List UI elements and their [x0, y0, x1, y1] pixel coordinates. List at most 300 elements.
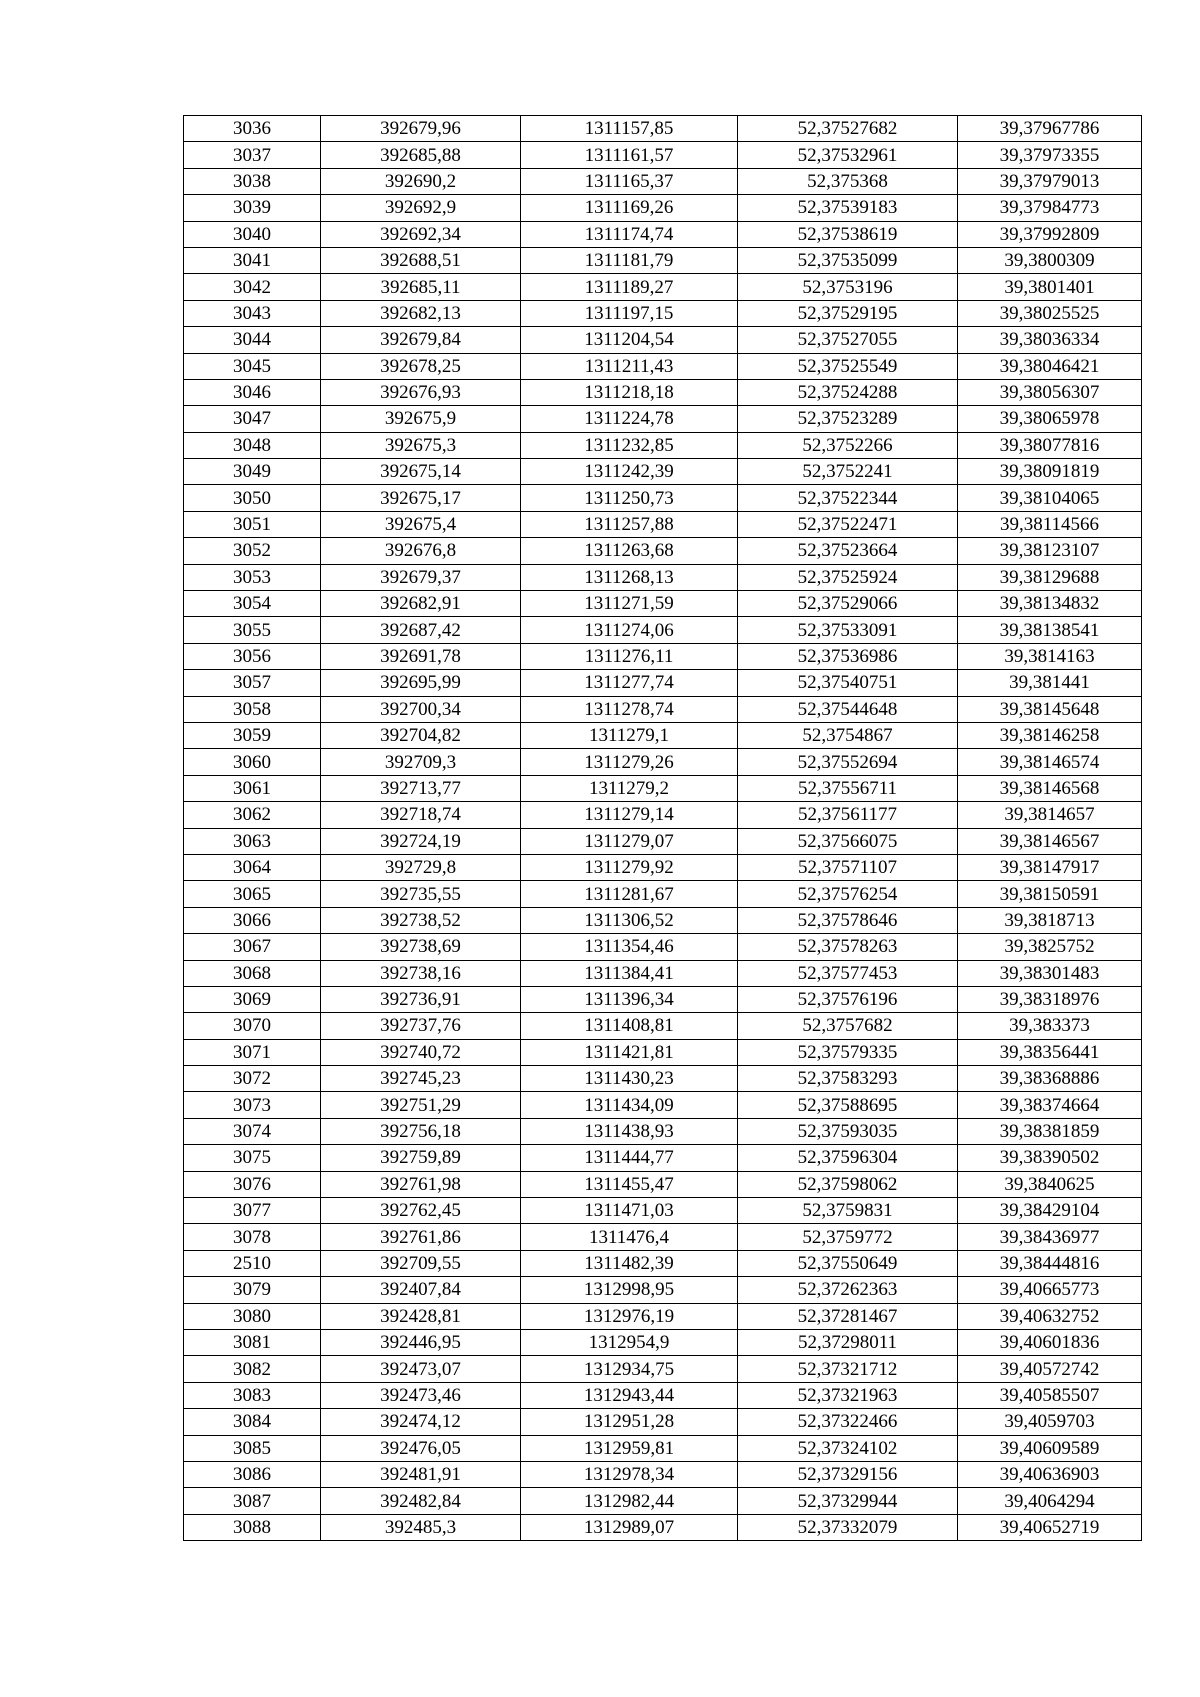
table-row [184, 195, 1142, 221]
table-row [184, 1514, 1142, 1540]
latitude-cell: 52,37533091 [738, 617, 958, 643]
x-coordinate-cell: 392738,52 [321, 907, 521, 933]
table-row [184, 247, 1142, 273]
point-number-cell: 3062 [184, 802, 321, 828]
x-coordinate-cell: 392745,23 [321, 1066, 521, 1092]
longitude-cell: 39,40632752 [958, 1303, 1142, 1329]
point-number-cell: 3048 [184, 432, 321, 458]
point-number-cell: 3065 [184, 881, 321, 907]
longitude-cell: 39,38429104 [958, 1198, 1142, 1224]
latitude-cell: 52,37539183 [738, 195, 958, 221]
coordinates-table [183, 115, 1142, 1541]
x-coordinate-cell: 392737,76 [321, 1013, 521, 1039]
longitude-cell: 39,3814657 [958, 802, 1142, 828]
x-coordinate-cell: 392762,45 [321, 1198, 521, 1224]
longitude-cell: 39,38091819 [958, 459, 1142, 485]
latitude-cell: 52,3759831 [738, 1198, 958, 1224]
latitude-cell: 52,37262363 [738, 1277, 958, 1303]
latitude-cell: 52,37536986 [738, 643, 958, 669]
latitude-cell: 52,3752241 [738, 459, 958, 485]
x-coordinate-cell: 392709,55 [321, 1250, 521, 1276]
latitude-cell: 52,3757682 [738, 1013, 958, 1039]
table-row [184, 116, 1142, 142]
x-coordinate-cell: 392761,86 [321, 1224, 521, 1250]
point-number-cell: 3054 [184, 591, 321, 617]
table-row [184, 1145, 1142, 1171]
longitude-cell: 39,37984773 [958, 195, 1142, 221]
x-coordinate-cell: 392713,77 [321, 775, 521, 801]
table-row [184, 1435, 1142, 1461]
latitude-cell: 52,37578263 [738, 934, 958, 960]
longitude-cell: 39,383373 [958, 1013, 1142, 1039]
x-coordinate-cell: 392485,3 [321, 1514, 521, 1540]
x-coordinate-cell: 392692,34 [321, 221, 521, 247]
y-coordinate-cell: 1312978,34 [521, 1461, 738, 1487]
y-coordinate-cell: 1311218,18 [521, 379, 738, 405]
table-row [184, 538, 1142, 564]
point-number-cell: 3077 [184, 1198, 321, 1224]
point-number-cell: 3038 [184, 168, 321, 194]
y-coordinate-cell: 1312989,07 [521, 1514, 738, 1540]
x-coordinate-cell: 392685,88 [321, 142, 521, 168]
latitude-cell: 52,37529195 [738, 300, 958, 326]
x-coordinate-cell: 392700,34 [321, 696, 521, 722]
table-row [184, 1461, 1142, 1487]
longitude-cell: 39,38046421 [958, 353, 1142, 379]
latitude-cell: 52,37321712 [738, 1356, 958, 1382]
longitude-cell: 39,40585507 [958, 1382, 1142, 1408]
y-coordinate-cell: 1311384,41 [521, 960, 738, 986]
table-row [184, 722, 1142, 748]
point-number-cell: 2510 [184, 1250, 321, 1276]
longitude-cell: 39,38138541 [958, 617, 1142, 643]
point-number-cell: 3041 [184, 247, 321, 273]
y-coordinate-cell: 1312934,75 [521, 1356, 738, 1382]
y-coordinate-cell: 1311354,46 [521, 934, 738, 960]
x-coordinate-cell: 392407,84 [321, 1277, 521, 1303]
table-row [184, 1066, 1142, 1092]
x-coordinate-cell: 392428,81 [321, 1303, 521, 1329]
point-number-cell: 3047 [184, 406, 321, 432]
point-number-cell: 3037 [184, 142, 321, 168]
table-row [184, 511, 1142, 537]
latitude-cell: 52,37561177 [738, 802, 958, 828]
x-coordinate-cell: 392740,72 [321, 1039, 521, 1065]
point-number-cell: 3086 [184, 1461, 321, 1487]
longitude-cell: 39,40652719 [958, 1514, 1142, 1540]
table-row [184, 221, 1142, 247]
x-coordinate-cell: 392476,05 [321, 1435, 521, 1461]
point-number-cell: 3078 [184, 1224, 321, 1250]
longitude-cell: 39,38025525 [958, 300, 1142, 326]
point-number-cell: 3057 [184, 670, 321, 696]
x-coordinate-cell: 392481,91 [321, 1461, 521, 1487]
longitude-cell: 39,38301483 [958, 960, 1142, 986]
table-row [184, 775, 1142, 801]
longitude-cell: 39,38146574 [958, 749, 1142, 775]
longitude-cell: 39,3840625 [958, 1171, 1142, 1197]
latitude-cell: 52,37576196 [738, 986, 958, 1012]
point-number-cell: 3084 [184, 1409, 321, 1435]
latitude-cell: 52,37298011 [738, 1329, 958, 1355]
latitude-cell: 52,37321963 [738, 1382, 958, 1408]
y-coordinate-cell: 1312943,44 [521, 1382, 738, 1408]
table-row [184, 459, 1142, 485]
x-coordinate-cell: 392695,99 [321, 670, 521, 696]
point-number-cell: 3046 [184, 379, 321, 405]
longitude-cell: 39,38036334 [958, 327, 1142, 353]
x-coordinate-cell: 392675,3 [321, 432, 521, 458]
latitude-cell: 52,37556711 [738, 775, 958, 801]
longitude-cell: 39,3818713 [958, 907, 1142, 933]
table-row [184, 142, 1142, 168]
point-number-cell: 3071 [184, 1039, 321, 1065]
longitude-cell: 39,37973355 [958, 142, 1142, 168]
latitude-cell: 52,37522344 [738, 485, 958, 511]
longitude-cell: 39,37979013 [958, 168, 1142, 194]
longitude-cell: 39,40572742 [958, 1356, 1142, 1382]
point-number-cell: 3087 [184, 1488, 321, 1514]
longitude-cell: 39,40601836 [958, 1329, 1142, 1355]
y-coordinate-cell: 1311161,57 [521, 142, 738, 168]
longitude-cell: 39,38368886 [958, 1066, 1142, 1092]
y-coordinate-cell: 1311250,73 [521, 485, 738, 511]
point-number-cell: 3070 [184, 1013, 321, 1039]
x-coordinate-cell: 392690,2 [321, 168, 521, 194]
y-coordinate-cell: 1311197,15 [521, 300, 738, 326]
table-row [184, 591, 1142, 617]
point-number-cell: 3088 [184, 1514, 321, 1540]
table-row [184, 1171, 1142, 1197]
table-row [184, 934, 1142, 960]
y-coordinate-cell: 1311396,34 [521, 986, 738, 1012]
y-coordinate-cell: 1312982,44 [521, 1488, 738, 1514]
y-coordinate-cell: 1311189,27 [521, 274, 738, 300]
point-number-cell: 3055 [184, 617, 321, 643]
longitude-cell: 39,37967786 [958, 116, 1142, 142]
point-number-cell: 3067 [184, 934, 321, 960]
longitude-cell: 39,40665773 [958, 1277, 1142, 1303]
table-row [184, 1198, 1142, 1224]
longitude-cell: 39,38114566 [958, 511, 1142, 537]
table-row [184, 1039, 1142, 1065]
y-coordinate-cell: 1312959,81 [521, 1435, 738, 1461]
point-number-cell: 3074 [184, 1118, 321, 1144]
latitude-cell: 52,375368 [738, 168, 958, 194]
table-row [184, 617, 1142, 643]
y-coordinate-cell: 1311211,43 [521, 353, 738, 379]
table-row [184, 854, 1142, 880]
point-number-cell: 3082 [184, 1356, 321, 1382]
latitude-cell: 52,37322466 [738, 1409, 958, 1435]
table-row [184, 828, 1142, 854]
y-coordinate-cell: 1311279,07 [521, 828, 738, 854]
point-number-cell: 3040 [184, 221, 321, 247]
point-number-cell: 3079 [184, 1277, 321, 1303]
y-coordinate-cell: 1311278,74 [521, 696, 738, 722]
table-row [184, 1329, 1142, 1355]
point-number-cell: 3049 [184, 459, 321, 485]
point-number-cell: 3083 [184, 1382, 321, 1408]
y-coordinate-cell: 1311408,81 [521, 1013, 738, 1039]
y-coordinate-cell: 1312976,19 [521, 1303, 738, 1329]
point-number-cell: 3080 [184, 1303, 321, 1329]
latitude-cell: 52,37535099 [738, 247, 958, 273]
y-coordinate-cell: 1312951,28 [521, 1409, 738, 1435]
y-coordinate-cell: 1311242,39 [521, 459, 738, 485]
point-number-cell: 3050 [184, 485, 321, 511]
latitude-cell: 52,37544648 [738, 696, 958, 722]
table-row [184, 1092, 1142, 1118]
latitude-cell: 52,37522471 [738, 511, 958, 537]
latitude-cell: 52,37583293 [738, 1066, 958, 1092]
x-coordinate-cell: 392682,91 [321, 591, 521, 617]
latitude-cell: 52,37329944 [738, 1488, 958, 1514]
longitude-cell: 39,38146568 [958, 775, 1142, 801]
latitude-cell: 52,37527682 [738, 116, 958, 142]
table-row [184, 1277, 1142, 1303]
table-row [184, 406, 1142, 432]
point-number-cell: 3066 [184, 907, 321, 933]
x-coordinate-cell: 392692,9 [321, 195, 521, 221]
table-row [184, 1250, 1142, 1276]
y-coordinate-cell: 1311165,37 [521, 168, 738, 194]
table-row [184, 1303, 1142, 1329]
latitude-cell: 52,37538619 [738, 221, 958, 247]
longitude-cell: 39,4064294 [958, 1488, 1142, 1514]
longitude-cell: 39,40636903 [958, 1461, 1142, 1487]
table-row [184, 670, 1142, 696]
x-coordinate-cell: 392709,3 [321, 749, 521, 775]
longitude-cell: 39,38374664 [958, 1092, 1142, 1118]
latitude-cell: 52,37593035 [738, 1118, 958, 1144]
table-row [184, 327, 1142, 353]
point-number-cell: 3042 [184, 274, 321, 300]
x-coordinate-cell: 392687,42 [321, 617, 521, 643]
latitude-cell: 52,37579335 [738, 1039, 958, 1065]
x-coordinate-cell: 392474,12 [321, 1409, 521, 1435]
table-row [184, 960, 1142, 986]
longitude-cell: 39,38356441 [958, 1039, 1142, 1065]
point-number-cell: 3051 [184, 511, 321, 537]
table-row [184, 168, 1142, 194]
y-coordinate-cell: 1311274,06 [521, 617, 738, 643]
x-coordinate-cell: 392729,8 [321, 854, 521, 880]
x-coordinate-cell: 392688,51 [321, 247, 521, 273]
table-row [184, 1118, 1142, 1144]
longitude-cell: 39,3814163 [958, 643, 1142, 669]
latitude-cell: 52,37527055 [738, 327, 958, 353]
longitude-cell: 39,38146258 [958, 722, 1142, 748]
x-coordinate-cell: 392682,13 [321, 300, 521, 326]
y-coordinate-cell: 1311224,78 [521, 406, 738, 432]
table-row [184, 1488, 1142, 1514]
y-coordinate-cell: 1311279,2 [521, 775, 738, 801]
point-number-cell: 3045 [184, 353, 321, 379]
x-coordinate-cell: 392718,74 [321, 802, 521, 828]
latitude-cell: 52,37532961 [738, 142, 958, 168]
longitude-cell: 39,40609589 [958, 1435, 1142, 1461]
longitude-cell: 39,3825752 [958, 934, 1142, 960]
point-number-cell: 3059 [184, 722, 321, 748]
x-coordinate-cell: 392446,95 [321, 1329, 521, 1355]
table-row [184, 485, 1142, 511]
y-coordinate-cell: 1311263,68 [521, 538, 738, 564]
longitude-cell: 39,38444816 [958, 1250, 1142, 1276]
y-coordinate-cell: 1311471,03 [521, 1198, 738, 1224]
table-row [184, 274, 1142, 300]
x-coordinate-cell: 392679,96 [321, 116, 521, 142]
y-coordinate-cell: 1311279,26 [521, 749, 738, 775]
x-coordinate-cell: 392761,98 [321, 1171, 521, 1197]
table-row [184, 300, 1142, 326]
latitude-cell: 52,37523289 [738, 406, 958, 432]
latitude-cell: 52,37576254 [738, 881, 958, 907]
latitude-cell: 52,37529066 [738, 591, 958, 617]
table-row [184, 353, 1142, 379]
table-row [184, 432, 1142, 458]
y-coordinate-cell: 1311181,79 [521, 247, 738, 273]
latitude-cell: 52,37525549 [738, 353, 958, 379]
longitude-cell: 39,38145648 [958, 696, 1142, 722]
latitude-cell: 52,37566075 [738, 828, 958, 854]
x-coordinate-cell: 392676,8 [321, 538, 521, 564]
x-coordinate-cell: 392482,84 [321, 1488, 521, 1514]
longitude-cell: 39,3800309 [958, 247, 1142, 273]
x-coordinate-cell: 392473,46 [321, 1382, 521, 1408]
point-number-cell: 3063 [184, 828, 321, 854]
x-coordinate-cell: 392675,17 [321, 485, 521, 511]
table-row [184, 1356, 1142, 1382]
point-number-cell: 3069 [184, 986, 321, 1012]
y-coordinate-cell: 1311268,13 [521, 564, 738, 590]
point-number-cell: 3081 [184, 1329, 321, 1355]
coordinates-table-body [184, 116, 1142, 1541]
longitude-cell: 39,4059703 [958, 1409, 1142, 1435]
x-coordinate-cell: 392691,78 [321, 643, 521, 669]
table-row [184, 379, 1142, 405]
latitude-cell: 52,3753196 [738, 274, 958, 300]
point-number-cell: 3073 [184, 1092, 321, 1118]
y-coordinate-cell: 1312998,95 [521, 1277, 738, 1303]
latitude-cell: 52,37578646 [738, 907, 958, 933]
y-coordinate-cell: 1311438,93 [521, 1118, 738, 1144]
latitude-cell: 52,3752266 [738, 432, 958, 458]
x-coordinate-cell: 392738,16 [321, 960, 521, 986]
latitude-cell: 52,37525924 [738, 564, 958, 590]
x-coordinate-cell: 392678,25 [321, 353, 521, 379]
latitude-cell: 52,37552694 [738, 749, 958, 775]
table-row [184, 881, 1142, 907]
table-row [184, 1224, 1142, 1250]
latitude-cell: 52,37324102 [738, 1435, 958, 1461]
y-coordinate-cell: 1311257,88 [521, 511, 738, 537]
longitude-cell: 39,38390502 [958, 1145, 1142, 1171]
y-coordinate-cell: 1311279,14 [521, 802, 738, 828]
y-coordinate-cell: 1311169,26 [521, 195, 738, 221]
table-row [184, 696, 1142, 722]
longitude-cell: 39,3801401 [958, 274, 1142, 300]
x-coordinate-cell: 392473,07 [321, 1356, 521, 1382]
longitude-cell: 39,38134832 [958, 591, 1142, 617]
y-coordinate-cell: 1311157,85 [521, 116, 738, 142]
longitude-cell: 39,38436977 [958, 1224, 1142, 1250]
point-number-cell: 3085 [184, 1435, 321, 1461]
point-number-cell: 3076 [184, 1171, 321, 1197]
latitude-cell: 52,37596304 [738, 1145, 958, 1171]
longitude-cell: 39,38056307 [958, 379, 1142, 405]
table-row [184, 1409, 1142, 1435]
x-coordinate-cell: 392724,19 [321, 828, 521, 854]
y-coordinate-cell: 1311232,85 [521, 432, 738, 458]
longitude-cell: 39,37992809 [958, 221, 1142, 247]
y-coordinate-cell: 1311281,67 [521, 881, 738, 907]
longitude-cell: 39,38104065 [958, 485, 1142, 511]
x-coordinate-cell: 392759,89 [321, 1145, 521, 1171]
x-coordinate-cell: 392679,37 [321, 564, 521, 590]
latitude-cell: 52,37571107 [738, 854, 958, 880]
latitude-cell: 52,37577453 [738, 960, 958, 986]
x-coordinate-cell: 392675,9 [321, 406, 521, 432]
point-number-cell: 3061 [184, 775, 321, 801]
longitude-cell: 39,38077816 [958, 432, 1142, 458]
x-coordinate-cell: 392679,84 [321, 327, 521, 353]
longitude-cell: 39,38150591 [958, 881, 1142, 907]
latitude-cell: 52,37598062 [738, 1171, 958, 1197]
point-number-cell: 3056 [184, 643, 321, 669]
point-number-cell: 3052 [184, 538, 321, 564]
y-coordinate-cell: 1311306,52 [521, 907, 738, 933]
x-coordinate-cell: 392675,14 [321, 459, 521, 485]
x-coordinate-cell: 392738,69 [321, 934, 521, 960]
latitude-cell: 52,37329156 [738, 1461, 958, 1487]
longitude-cell: 39,38065978 [958, 406, 1142, 432]
x-coordinate-cell: 392704,82 [321, 722, 521, 748]
table-row [184, 802, 1142, 828]
latitude-cell: 52,37588695 [738, 1092, 958, 1118]
y-coordinate-cell: 1311455,47 [521, 1171, 738, 1197]
latitude-cell: 52,37281467 [738, 1303, 958, 1329]
point-number-cell: 3039 [184, 195, 321, 221]
y-coordinate-cell: 1312954,9 [521, 1329, 738, 1355]
y-coordinate-cell: 1311204,54 [521, 327, 738, 353]
y-coordinate-cell: 1311279,92 [521, 854, 738, 880]
longitude-cell: 39,38318976 [958, 986, 1142, 1012]
latitude-cell: 52,3754867 [738, 722, 958, 748]
latitude-cell: 52,37523664 [738, 538, 958, 564]
x-coordinate-cell: 392675,4 [321, 511, 521, 537]
longitude-cell: 39,38381859 [958, 1118, 1142, 1144]
latitude-cell: 52,37540751 [738, 670, 958, 696]
longitude-cell: 39,38147917 [958, 854, 1142, 880]
table-row [184, 1013, 1142, 1039]
y-coordinate-cell: 1311271,59 [521, 591, 738, 617]
latitude-cell: 52,37550649 [738, 1250, 958, 1276]
y-coordinate-cell: 1311476,4 [521, 1224, 738, 1250]
point-number-cell: 3064 [184, 854, 321, 880]
x-coordinate-cell: 392685,11 [321, 274, 521, 300]
point-number-cell: 3058 [184, 696, 321, 722]
point-number-cell: 3044 [184, 327, 321, 353]
point-number-cell: 3072 [184, 1066, 321, 1092]
y-coordinate-cell: 1311421,81 [521, 1039, 738, 1065]
x-coordinate-cell: 392736,91 [321, 986, 521, 1012]
y-coordinate-cell: 1311174,74 [521, 221, 738, 247]
y-coordinate-cell: 1311434,09 [521, 1092, 738, 1118]
longitude-cell: 39,38129688 [958, 564, 1142, 590]
point-number-cell: 3075 [184, 1145, 321, 1171]
table-row [184, 907, 1142, 933]
